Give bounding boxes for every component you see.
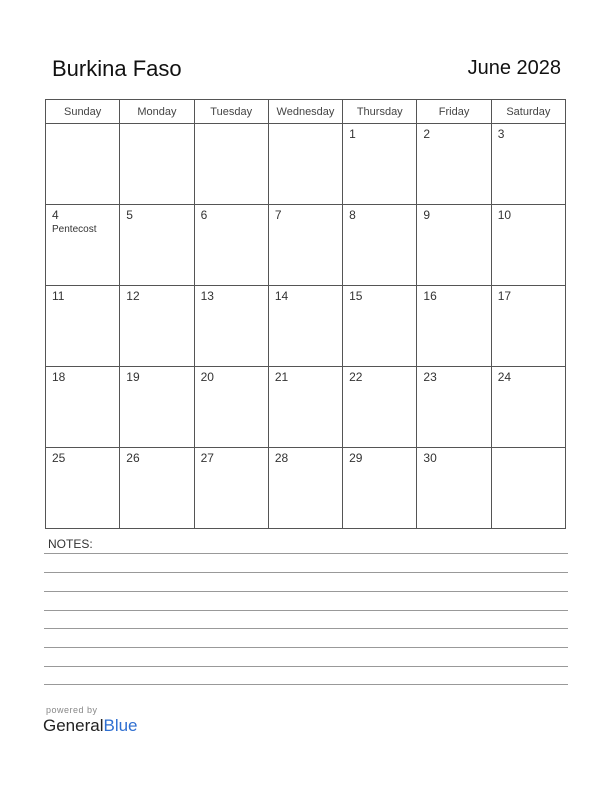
weekday-saturday: Saturday: [491, 100, 565, 124]
day-number: 15: [349, 289, 363, 303]
day-number: 9: [423, 208, 431, 222]
day-cell: [491, 286, 565, 367]
day-cell: [343, 286, 417, 367]
day-cell: [491, 124, 565, 205]
week-row-4: [46, 367, 566, 448]
day-number: 25: [52, 451, 66, 465]
day-number: 12: [126, 289, 140, 303]
notes-line: [44, 666, 568, 667]
brand-blue: Blue: [103, 716, 138, 735]
day-cell: [343, 367, 417, 448]
notes-line: [44, 647, 568, 648]
day-cell: [343, 124, 417, 205]
day-cell: [194, 367, 268, 448]
day-number: 11: [52, 289, 65, 303]
day-number: 13: [200, 289, 214, 303]
day-number: 28: [274, 451, 289, 465]
day-number: 24: [497, 370, 512, 384]
day-cell: [46, 367, 120, 448]
day-cell: [491, 448, 565, 529]
day-cell: [120, 367, 194, 448]
day-number: 23: [423, 370, 437, 384]
day-cell: [417, 448, 491, 529]
day-number: 26: [126, 451, 140, 465]
notes-line: [44, 628, 568, 629]
day-cell: [491, 367, 565, 448]
day-cell: [120, 124, 194, 205]
day-number: 14: [274, 289, 289, 303]
day-number: 20: [200, 370, 214, 384]
day-number: 22: [349, 370, 363, 384]
calendar-grid: [45, 99, 566, 529]
day-cell: [268, 286, 342, 367]
powered-by-text: powered by: [46, 705, 98, 715]
day-cell: [268, 124, 342, 205]
weekday-wednesday: Wednesday: [268, 100, 342, 124]
day-number: 27: [200, 451, 214, 465]
day-cell: [120, 286, 194, 367]
notes-line: [44, 684, 568, 685]
day-cell: [46, 286, 120, 367]
day-cell: [194, 124, 268, 205]
day-number: 3: [497, 127, 505, 141]
day-cell: [268, 205, 342, 286]
day-cell: [120, 205, 194, 286]
notes-label: NOTES:: [48, 537, 93, 551]
day-cell: [417, 286, 491, 367]
day-cell: [46, 205, 120, 286]
day-number: 1: [349, 127, 356, 141]
holiday-label: Pentecost: [52, 224, 97, 235]
day-cell: [120, 448, 194, 529]
week-row-1: [46, 124, 566, 205]
week-row-5: [46, 448, 566, 529]
day-number: 5: [126, 208, 133, 222]
month-title: June 2028: [467, 57, 561, 79]
brand-general: General: [43, 716, 104, 735]
day-cell: [194, 448, 268, 529]
day-number: 2: [423, 127, 431, 141]
day-number: 4: [52, 208, 59, 222]
day-cell: [417, 367, 491, 448]
day-number: 19: [126, 370, 140, 384]
day-number: 7: [274, 208, 282, 222]
day-cell: [194, 205, 268, 286]
day-number: 10: [497, 208, 512, 222]
day-cell: [268, 448, 342, 529]
weekday-monday: Monday: [120, 100, 194, 124]
day-number: 6: [200, 208, 208, 222]
weekday-sunday: Sunday: [46, 100, 120, 124]
notes-line: [44, 553, 568, 554]
day-cell: [343, 448, 417, 529]
notes-line: [44, 572, 568, 573]
day-cell: [46, 448, 120, 529]
day-cell: [343, 205, 417, 286]
weekday-friday: Friday: [417, 100, 491, 124]
weekday-header-row: [46, 100, 566, 124]
day-cell: [417, 124, 491, 205]
day-number: 8: [349, 208, 356, 222]
day-cell: [46, 124, 120, 205]
weekday-tuesday: Tuesday: [194, 100, 268, 124]
day-number: 30: [423, 451, 437, 465]
generalblue-logo: [43, 716, 138, 736]
day-cell: [268, 367, 342, 448]
day-number: 16: [423, 289, 437, 303]
day-number: 18: [52, 370, 66, 384]
country-title: Burkina Faso: [52, 56, 182, 81]
week-row-3: [46, 286, 566, 367]
day-cell: [194, 286, 268, 367]
day-number: 21: [274, 370, 289, 384]
day-cell: [417, 205, 491, 286]
day-number: 17: [497, 289, 512, 303]
notes-line: [44, 610, 568, 611]
week-row-2: [46, 205, 566, 286]
notes-line: [44, 591, 568, 592]
day-number: 29: [349, 451, 363, 465]
day-cell: [491, 205, 565, 286]
weekday-thursday: Thursday: [343, 100, 417, 124]
